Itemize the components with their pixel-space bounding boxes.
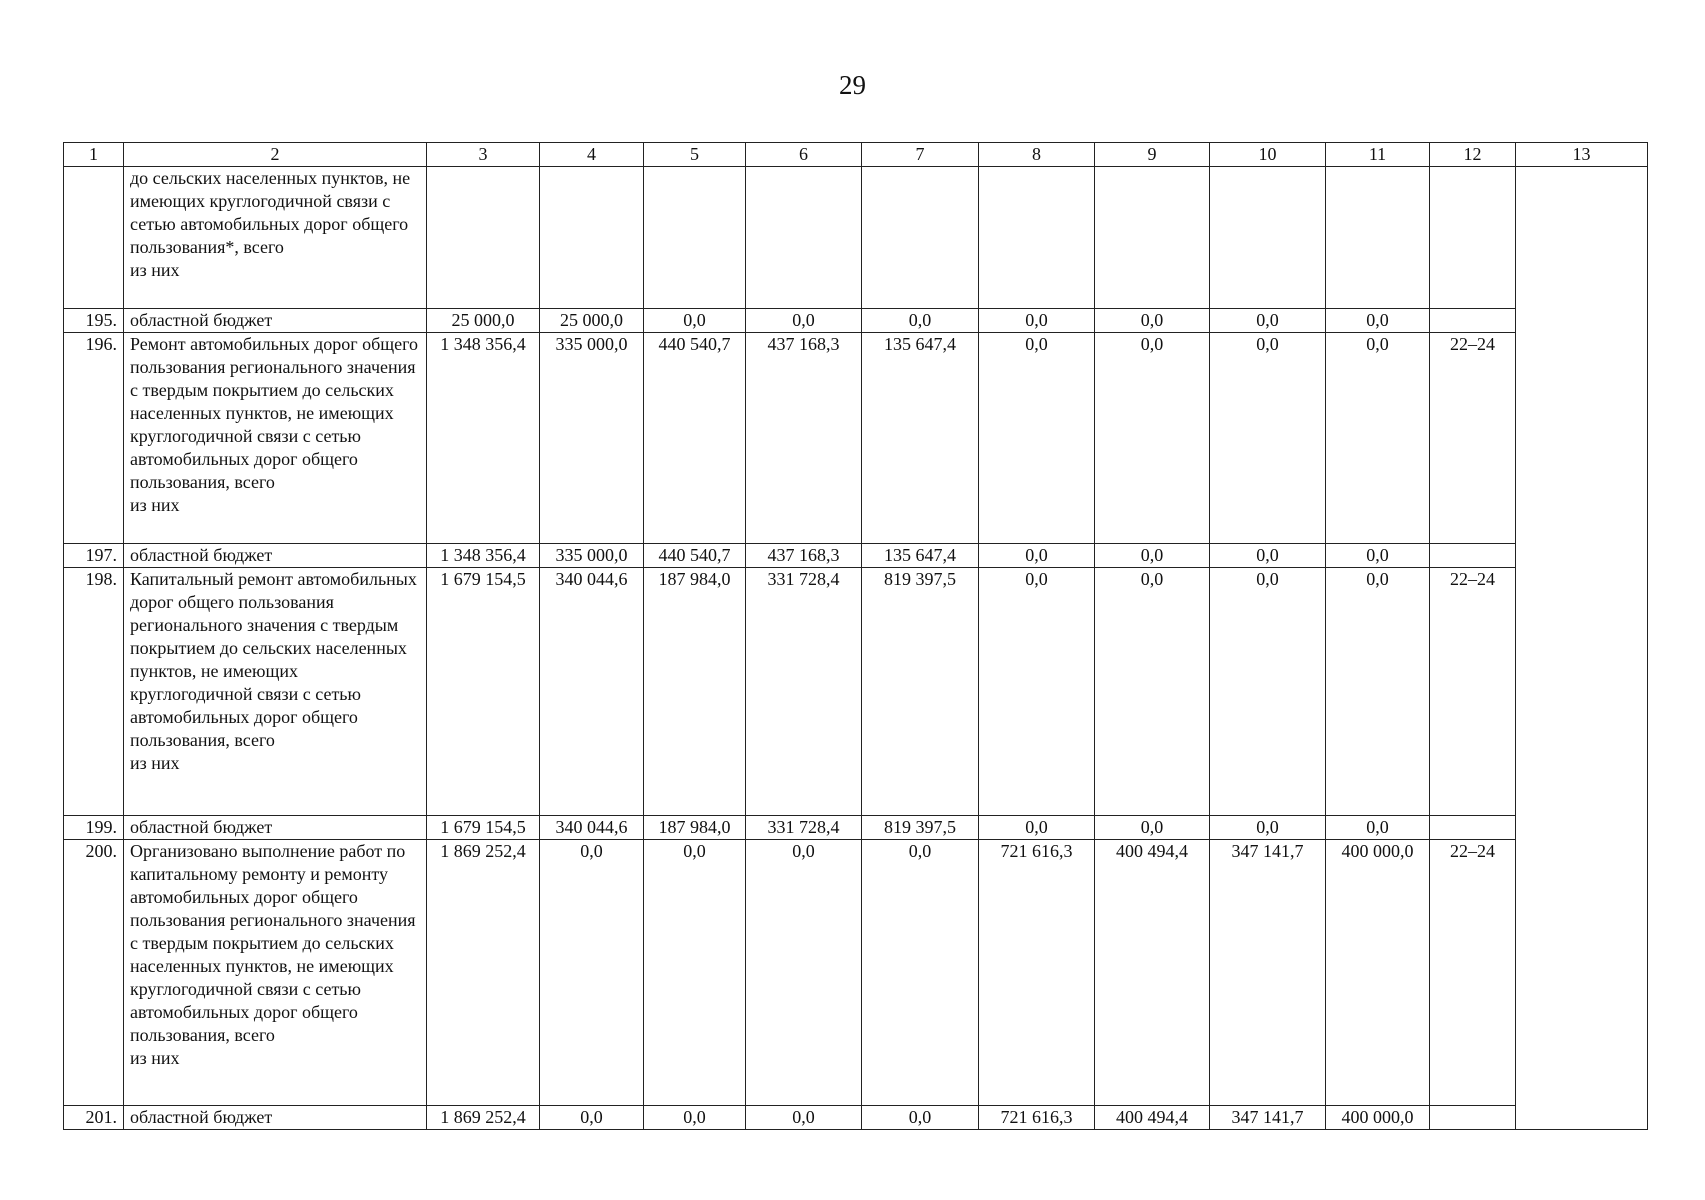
period-cell [1430,1106,1516,1130]
value-cell [644,167,746,309]
header-cell: 5 [644,143,746,167]
header-cell: 10 [1210,143,1326,167]
header-cell: 13 [1516,143,1648,167]
header-cell: 7 [862,143,979,167]
header-cell: 8 [979,143,1095,167]
value-cell: 0,0 [1095,816,1210,840]
value-cell: 0,0 [644,840,746,1106]
value-cell [1326,167,1430,309]
table-row [64,167,1648,309]
header-cell: 12 [1430,143,1516,167]
value-cell [1210,167,1326,309]
value-cell: 0,0 [746,1106,862,1130]
column-number-header [64,143,1648,167]
value-cell: 400 000,0 [1326,1106,1430,1130]
value-cell: 440 540,7 [644,333,746,544]
value-cell: 400 000,0 [1326,840,1430,1106]
header-cell: 2 [124,143,427,167]
row-number: 199. [64,816,124,840]
value-cell: 1 348 356,4 [427,333,540,544]
value-cell: 0,0 [862,309,979,333]
value-cell [979,167,1095,309]
value-cell [427,167,540,309]
table-row [64,544,1648,568]
value-cell: 347 141,7 [1210,1106,1326,1130]
value-cell: 0,0 [979,544,1095,568]
table-row [64,1106,1648,1130]
table-row [64,333,1648,544]
table-body [64,167,1648,1130]
value-cell: 1 869 252,4 [427,840,540,1106]
value-cell: 0,0 [644,1106,746,1130]
value-cell: 0,0 [1210,544,1326,568]
value-cell: 437 168,3 [746,333,862,544]
value-cell: 0,0 [1326,816,1430,840]
period-cell [1430,309,1516,333]
table-row [64,816,1648,840]
value-cell: 0,0 [1210,568,1326,816]
value-cell: 25 000,0 [540,309,644,333]
activity-name: Капитальный ремонт автомобильных дорог общего пользования регионального значения с твердым покрытием до сельских населенных пунктов, не имеющих круглогодичной связи с сетью автомобильных дорог общего пользования, всего из них [124,568,427,816]
value-cell [1095,167,1210,309]
value-cell: 135 647,4 [862,544,979,568]
value-cell: 0,0 [1326,568,1430,816]
activity-name: областной бюджет [124,816,427,840]
value-cell [540,167,644,309]
value-cell: 1 679 154,5 [427,568,540,816]
value-cell: 819 397,5 [862,816,979,840]
header-cell: 3 [427,143,540,167]
value-cell: 135 647,4 [862,333,979,544]
value-cell: 400 494,4 [1095,840,1210,1106]
value-cell: 0,0 [644,309,746,333]
row-number [64,167,124,309]
row-number: 198. [64,568,124,816]
row-number: 201. [64,1106,124,1130]
column-13-cell [1516,167,1648,1130]
header-cell: 1 [64,143,124,167]
row-number: 196. [64,333,124,544]
activity-name: Ремонт автомобильных дорог общего пользования регионального значения с твердым покрытием до сельских населенных пунктов, не имеющих круглогодичной связи с сетью автомобильных дорог общего пользования, всего из них [124,333,427,544]
activity-name: до сельских населенных пунктов, не имеющих круглогодичной связи с сетью автомобильных дорог общего пользования*, всего из них [124,167,427,309]
value-cell: 0,0 [1210,333,1326,544]
value-cell: 0,0 [540,1106,644,1130]
value-cell: 0,0 [862,1106,979,1130]
value-cell: 0,0 [1095,333,1210,544]
value-cell: 25 000,0 [427,309,540,333]
value-cell: 0,0 [1326,333,1430,544]
value-cell: 0,0 [1210,816,1326,840]
value-cell: 0,0 [979,309,1095,333]
value-cell: 331 728,4 [746,816,862,840]
value-cell: 0,0 [979,816,1095,840]
header-cell: 9 [1095,143,1210,167]
activity-name: Организовано выполнение работ по капитальному ремонту и ремонту автомобильных дорог общего пользования регионального значения с твердым покрытием до сельских населенных пунктов, не имеющих круглогодичной связи с сетью автомобильных дорог общего пользования, всего из них [124,840,427,1106]
value-cell: 187 984,0 [644,816,746,840]
value-cell: 335 000,0 [540,544,644,568]
row-number: 195. [64,309,124,333]
value-cell: 0,0 [979,333,1095,544]
period-cell: 22–24 [1430,568,1516,816]
value-cell: 0,0 [1095,568,1210,816]
activity-name: областной бюджет [124,1106,427,1130]
table-row [64,840,1648,1106]
budget-table [63,142,1648,1130]
header-cell: 4 [540,143,644,167]
header-cell: 6 [746,143,862,167]
value-cell: 347 141,7 [1210,840,1326,1106]
row-number: 200. [64,840,124,1106]
activity-name: областной бюджет [124,309,427,333]
value-cell: 0,0 [1095,309,1210,333]
period-cell [1430,816,1516,840]
value-cell [862,167,979,309]
value-cell: 0,0 [1095,544,1210,568]
value-cell: 1 348 356,4 [427,544,540,568]
header-cell: 11 [1326,143,1430,167]
value-cell [746,167,862,309]
value-cell: 0,0 [1326,544,1430,568]
value-cell: 437 168,3 [746,544,862,568]
value-cell: 0,0 [979,568,1095,816]
value-cell: 0,0 [1326,309,1430,333]
value-cell: 400 494,4 [1095,1106,1210,1130]
table-row [64,309,1648,333]
value-cell: 721 616,3 [979,840,1095,1106]
value-cell: 1 679 154,5 [427,816,540,840]
value-cell: 819 397,5 [862,568,979,816]
activity-name: областной бюджет [124,544,427,568]
period-cell [1430,544,1516,568]
value-cell: 0,0 [540,840,644,1106]
value-cell: 0,0 [1210,309,1326,333]
period-cell [1430,167,1516,309]
value-cell: 331 728,4 [746,568,862,816]
period-cell: 22–24 [1430,840,1516,1106]
row-number: 197. [64,544,124,568]
table-row [64,568,1648,816]
value-cell: 187 984,0 [644,568,746,816]
value-cell: 0,0 [746,840,862,1106]
period-cell: 22–24 [1430,333,1516,544]
value-cell: 340 044,6 [540,816,644,840]
value-cell: 0,0 [862,840,979,1106]
page-number: 29 [839,70,866,100]
value-cell: 440 540,7 [644,544,746,568]
value-cell: 1 869 252,4 [427,1106,540,1130]
value-cell: 335 000,0 [540,333,644,544]
value-cell: 721 616,3 [979,1106,1095,1130]
value-cell: 0,0 [746,309,862,333]
value-cell: 340 044,6 [540,568,644,816]
